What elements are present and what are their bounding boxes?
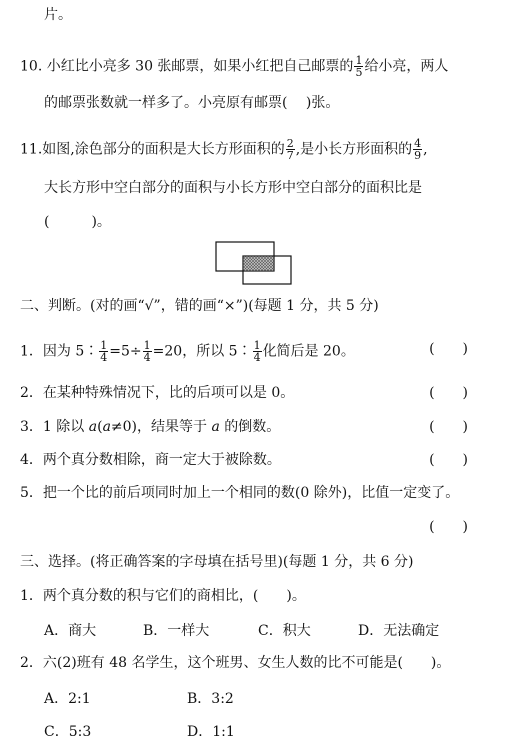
shaded-overlap [244,257,274,271]
question-text: 六(2)班有 48 名学生，这个班男、女生人数的比不可能是( )。 [42,655,451,671]
option-d[interactable]: D．1:1 [187,724,235,740]
question-number: 10. [20,58,43,75]
option-a[interactable]: A．商大 [44,623,97,639]
question-11-line2: 大长方形中空白部分的面积与小长方形中空白部分的面积比是 [44,180,422,196]
question-text: =20，所以 5∶ [152,343,252,360]
question-text: ( [97,419,103,435]
question-number: 4． [20,452,43,468]
question-number: 5． [20,485,43,501]
question-text: =5÷ [109,343,142,360]
question-text: ,是小长方形面积的 [295,141,413,158]
question-number: 3． [20,419,43,435]
judge-q3 [20,418,280,436]
question-text: 两个真分数相除，商一定大于被除数。 [42,452,281,468]
answer-paren[interactable]: ( ) [429,341,468,357]
answer-paren[interactable]: ( ) [429,385,468,401]
question-text: 两个真分数的积与它们的商相比，( )。 [42,588,306,604]
option-c[interactable]: C．积大 [258,623,311,639]
variable: a [88,419,98,435]
option-a[interactable]: A．2:1 [44,691,91,707]
option-b[interactable]: B．3:2 [187,691,234,707]
question-text: 的倒数。 [219,419,281,435]
rectangles-figure [214,240,294,290]
judge-q4 [20,451,281,469]
question-text: 1 除以 [42,419,89,435]
question-text: 如图,涂色部分的面积是大长方形面积的 [42,141,285,158]
question-text: , [423,141,428,158]
question-11 [20,138,428,161]
variable: a [211,419,220,435]
option-c[interactable]: C．5:3 [44,724,92,740]
fraction: $\frac{2}{7}$ [286,137,294,162]
question-text: 给小亮，两人 [364,58,449,75]
judge-q5 [20,484,459,502]
question-number: 1． [20,343,43,360]
question-number: 2． [20,655,43,671]
question-10-line2: 的邮票张数就一样多了。小亮原有邮票( )张。 [44,95,340,111]
question-text: 小红比小亮多 30 张邮票，如果小红把自己邮票的 [46,58,354,75]
question-text: 因为 5∶ [42,343,99,360]
prev-question-tail: 片。 [44,7,72,23]
question-number: 11. [20,141,43,158]
fraction: $\frac{1}{4}$ [143,339,151,364]
answer-paren[interactable]: ( ) [429,519,468,535]
choice-q2 [20,654,450,672]
fraction: $\frac{1}{4}$ [100,339,108,364]
section-3-title: 三、选择。(将正确答案的字母填在括号里)(每题 1 分，共 6 分) [20,554,414,570]
fraction: $\frac{1}{5}$ [355,54,363,79]
answer-paren[interactable]: ( ) [429,452,468,468]
question-text: ≠0)，结果等于 [110,419,212,435]
judge-q2 [20,384,294,402]
answer-paren[interactable]: ( ) [429,419,468,435]
choice-q1 [20,587,306,605]
option-d[interactable]: D．无法确定 [358,623,440,639]
fraction: $\frac{4}{9}$ [414,137,422,162]
section-2-title: 二、判断。(对的画“√”，错的画“×”)(每题 1 分，共 5 分) [20,298,379,314]
question-text: 把一个比的前后项同时加上一个相同的数(0 除外)，比值一定变了。 [42,485,460,501]
question-text: 化简后是 20。 [262,343,355,360]
question-text: 在某种特殊情况下，比的后项可以是 0。 [42,385,295,401]
option-b[interactable]: B．一样大 [143,623,210,639]
question-number: 1． [20,588,43,604]
judge-q1 [20,340,355,363]
question-number: 2． [20,385,43,401]
question-10 [20,55,448,78]
fraction: $\frac{1}{4}$ [253,339,261,364]
question-11-line3: ( )。 [44,214,111,230]
variable: a [102,419,111,435]
